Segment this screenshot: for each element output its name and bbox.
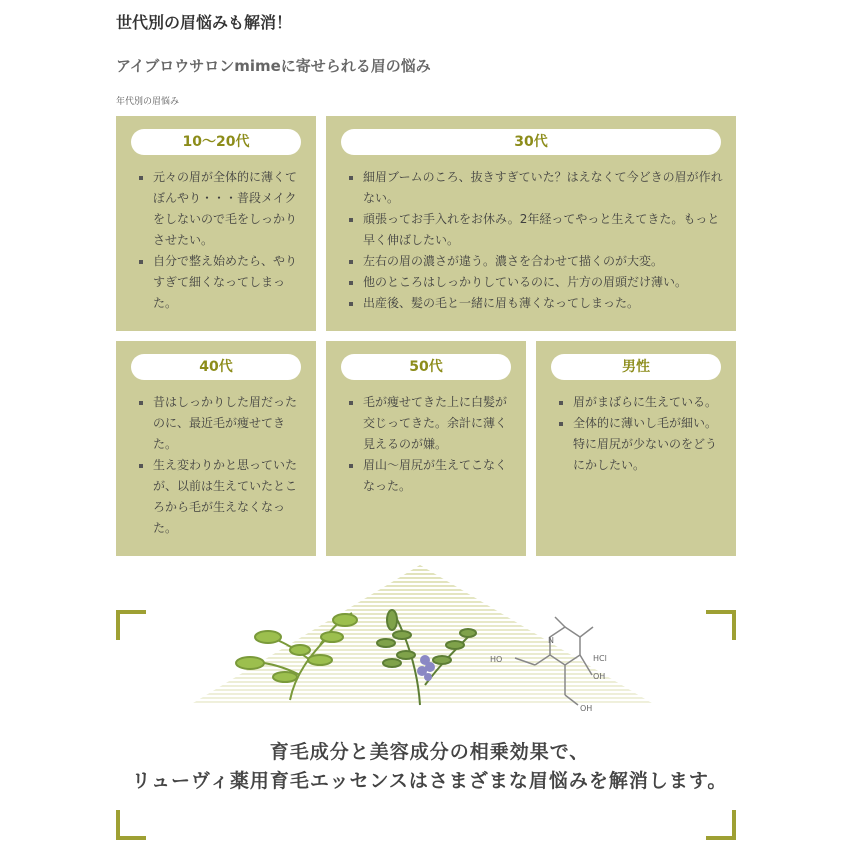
card-title: 50代 — [341, 354, 511, 380]
concern-item: 眉山〜眉尻が生えてこなくなった。 — [349, 455, 514, 497]
card-men — [536, 341, 736, 556]
card-title: 10〜20代 — [131, 129, 301, 155]
card-10-20s — [116, 116, 316, 331]
card-30s — [326, 116, 736, 331]
concern-item: 眉がまばらに生えている。 — [559, 392, 724, 413]
molecule-n-label: N — [548, 636, 554, 645]
concern-item: 他のところはしっかりしているのに、片方の眉頭だけ薄い。 — [349, 272, 724, 293]
tagline-line-1: 育毛成分と美容成分の相乗効果で、 — [269, 741, 590, 763]
bracket-bottom-right — [706, 810, 736, 840]
card-title: 40代 — [131, 354, 301, 380]
concern-list — [536, 392, 736, 476]
section-heading: 世代別の眉悩みも解消！ — [116, 13, 293, 32]
concern-item: 昔はしっかりした眉だったのに、最近毛が痩せてきた。 — [139, 392, 304, 455]
molecule-ho-label: HO — [490, 655, 503, 664]
section-subheading: アイブロウサロンmimeに寄せられる眉の悩み — [116, 57, 431, 75]
concern-item: 元々の眉が全体的に薄くてぼんやり・・・普段メイクをしないので毛をしっかりさせたい。 — [139, 167, 304, 251]
bracket-bottom-left — [116, 810, 146, 840]
concern-list — [116, 167, 316, 314]
molecule-oh-bottom-label: OH — [580, 704, 593, 713]
bracket-top-left — [116, 610, 146, 640]
molecule-hcl-label: HCl — [593, 654, 607, 663]
concern-item: 生え変わりかと思っていたが、以前は生えていたところから毛が生えなくなった。 — [139, 455, 304, 539]
card-title: 30代 — [341, 129, 721, 155]
tagline-line-2: リューヴィ薬用育毛エッセンスはさまざまな眉悩みを解消します。 — [131, 770, 728, 792]
concern-item: 出産後、髪の毛と一緒に眉も薄くなってしまった。 — [349, 293, 724, 314]
card-40s — [116, 341, 316, 556]
concern-item: 毛が痩せてきた上に白髪が交じってきた。余計に薄く見えるのが嫌。 — [349, 392, 514, 455]
concern-item: 細眉ブームのころ、抜きすぎていた？はえなくて今どきの眉が作れない。 — [349, 167, 724, 209]
concern-item: 頑張ってお手入れをお休み。2年経ってやっと生えてきた。もっと早く伸ばしたい。 — [349, 209, 724, 251]
card-50s — [326, 341, 526, 556]
ingredients-illustration — [180, 565, 680, 715]
bracket-top-right — [706, 610, 736, 640]
concern-list — [116, 392, 316, 539]
card-title: 男性 — [551, 354, 721, 380]
table-caption: 年代別の眉悩み — [116, 97, 180, 107]
concern-list — [326, 167, 736, 314]
concern-item: 左右の眉の濃さが違う。濃さを合わせて描くのが大変。 — [349, 251, 724, 272]
concern-item: 全体的に薄いし毛が細い。特に眉尻が少ないのをどうにかしたい。 — [559, 413, 724, 476]
molecule-oh-label: OH — [593, 672, 606, 681]
concern-item: 自分で整え始めたら、やりすぎて細くなってしまった。 — [139, 251, 304, 314]
concern-list — [326, 392, 526, 497]
